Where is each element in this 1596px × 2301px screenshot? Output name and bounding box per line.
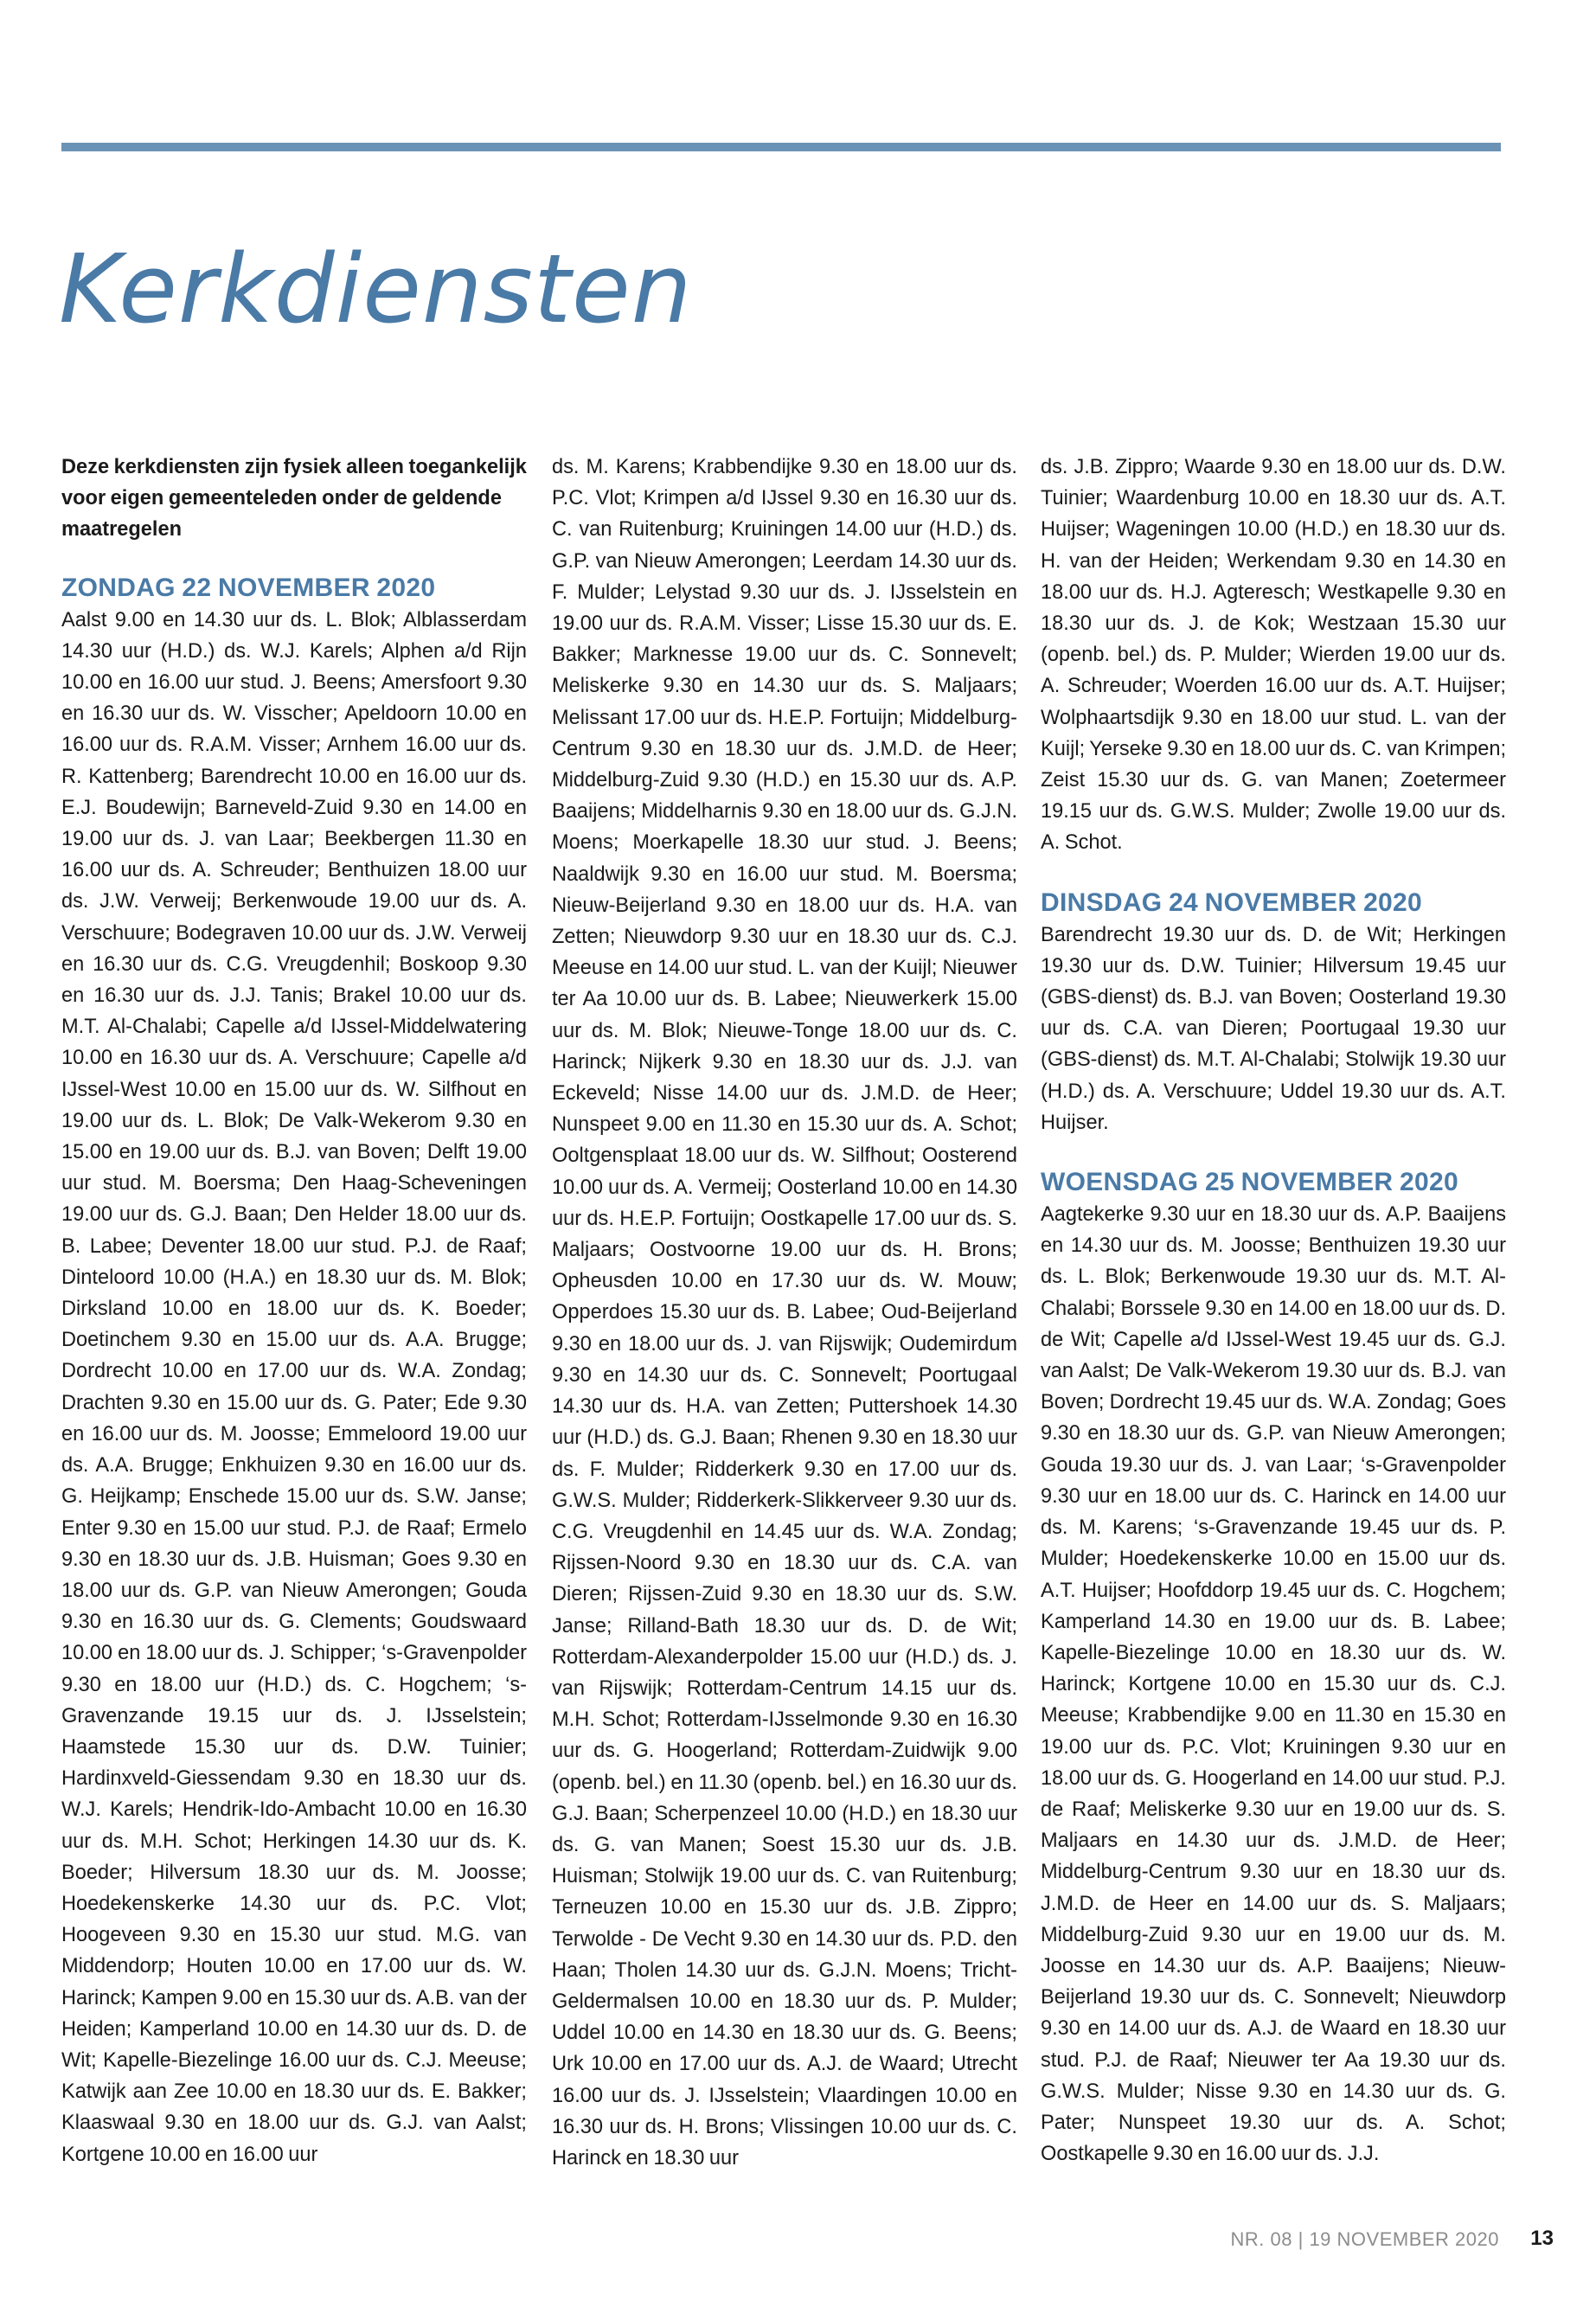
page-number: 13 bbox=[1530, 2227, 1554, 2250]
issue-info: NR. 08 | 19 NOVEMBER 2020 bbox=[1230, 2228, 1499, 2250]
top-rule bbox=[61, 143, 1501, 151]
page-title: Kerkdiensten bbox=[59, 234, 693, 344]
service-listing: ds. M. Karens; Krabbendijke 9.30 en 18.00 uur ds. P.C. Vlot; Krimpen a/d IJssel 9.30 en 16.30 uur ds. C. van Ruitenburg; Kruiningen 14.00 uur (H.D.) ds. G.P. van Nieuw Amerongen; Leerdam 14.30 uur ds. F. Mulder; Lelystad 9.30 uur ds. J. IJsselstein en 19.00 uur ds. R.A.M. Visser; Lisse 15.30 uur ds. E. Bakker; Marknesse 19.00 uur ds. C. Sonnevelt; Meliskerke 9.30 en 14.30 uur ds. S. Maljaars; Melissant 17.00 uur ds. H.E.P. Fortuijn; Middelburg-Centrum 9.30 en 18.30 uur ds. J.M.D. de Heer; Middelburg-Zuid 9.30 (H.D.) en 15.30 uur ds. A.P. Baaijens; Middelharnis 9.30 en 18.00 uur ds. G.J.N. Moens; Moerkapelle 18.30 uur stud. J. Beens; Naaldwijk 9.30 en 16.00 uur stud. M. Boersma; Nieuw-Beijerland 9.30 en 18.00 uur ds. H.A. van Zetten; Nieuwdorp 9.30 uur en 18.30 uur ds. C.J. Meeuse en 14.00 uur stud. L. van der Kuijl; Nieuwer ter Aa 10.00 uur ds. B. Labee; Nieuwerkerk 15.00 uur ds. M. Blok; Nieuwe-Tonge 18.00 uur ds. C. Harinck; Nijkerk 9.30 en 18.30 uur ds. J.J. van Eckeveld; Nisse 14.00 uur ds. J.M.D. de Heer; Nunspeet 9.00 en 11.30 en 15.30 uur ds. A. Schot; Ooltgensplaat 18.00 uur ds. W. Silfhout; Oosterend 10.00 uur ds. A. Vermeij; Oosterland 10.00 en 14.30 uur ds. H.E.P. Fortuijn; Oostkapelle 17.00 uur ds. S. Maljaars; Oostvoorne 19.00 uur ds. H. Brons; Opheusden 10.00 en 17.30 uur ds. W. Mouw; Opperdoes 15.30 uur ds. B. Labee; Oud-Beijerland 9.30 en 18.00 uur ds. J. van Rijswijk; Oudemirdum 9.30 en 14.30 uur ds. C. Sonnevelt; Poortugaal 14.30 uur ds. H.A. van Zetten; Puttershoek 14.30 uur (H.D.) ds. G.J. Baan; Rhenen 9.30 en 18.30 uur ds. F. Mulder; Ridderkerk 9.30 en 17.00 uur ds. G.W.S. Mulder; Ridderkerk-Slikkerveer 9.30 uur ds. C.G. Vreugdenhil en 14.45 uur ds. W.A. Zondag; Rijssen-Noord 9.30 en 18.30 uur ds. C.A. van Dieren; Rijssen-Zuid 9.30 en 18.30 uur ds. S.W. Janse; Rilland-Bath 18.30 uur ds. D. de Wit; Rotterdam-Alexanderpolder 15.00 uur (H.D.) ds. J. van Rijswijk; Rotterdam-Centrum 14.15 uur ds. M.H. Schot; Rotterdam-IJsselmonde 9.30 en 16.30 uur ds. G. Hoogerland; Rotterdam-Zuidwijk 9.00 (openb. bel.) en 11.30 (openb. bel.) en 16.30 uur ds. G.J. Baan; Scherpenzeel 10.00 (H.D.) en 18.30 uur ds. G. van Manen; Soest 15.30 uur ds. J.B. Huisman; Stolwijk 19.00 uur ds. C. van Ruitenburg; Terneuzen 10.00 en 15.30 uur ds. J.B. Zippro; Terwolde - De Vecht 9.30 en 14.30 uur ds. P.D. den Haan; Tholen 14.30 uur ds. G.J.N. Moens; Tricht-Geldermalsen 10.00 en 18.30 uur ds. P. Mulder; Uddel 10.00 en 14.30 en 18.30 uur ds. G. Beens; Urk 10.00 en 17.00 uur ds. A.J. de Waard; Utrecht 16.00 uur ds. J. IJsselstein; Vlaardingen 10.00 en 16.30 uur ds. H. Brons; Vlissingen 10.00 uur ds. C. Harinck en 18.30 uur bbox=[552, 456, 1017, 2170]
service-listing: Barendrecht 19.30 uur ds. D. de Wit; Herkingen 19.30 uur ds. D.W. Tuinier; Hilversum 19.45 uur (GBS-dienst) ds. B.J. van Boven; Oosterland 19.30 uur ds. C.A. van Dieren; Poortugaal 19.30 uur (GBS-dienst) ds. M.T. Al-Chalabi; Stolwijk 19.30 uur (H.D.) ds. A. Verschuure; Uddel 19.30 uur ds. A.T. Huijser. bbox=[1041, 923, 1506, 1134]
service-listing: Aalst 9.00 en 14.30 uur ds. L. Blok; Alblasserdam 14.30 uur (H.D.) ds. W.J. Karels; Alphen a/d Rijn 10.00 en 16.00 uur stud. J. Beens; Amersfoort 9.30 en 16.30 uur ds. W. Visscher; Apeldoorn 10.00 en 16.00 uur ds. R.A.M. Visser; Arnhem 16.00 uur ds. R. Kattenberg; Barendrecht 10.00 en 16.00 uur ds. E.J. Boudewijn; Barneveld-Zuid 9.30 en 14.00 en 19.00 uur ds. J. van Laar; Beekbergen 11.30 en 16.00 uur ds. A. Schreuder; Benthuizen 18.00 uur ds. J.W. Verweij; Berkenwoude 19.00 uur ds. A. Verschuure; Bodegraven 10.00 uur ds. J.W. Verweij en 16.30 uur ds. C.G. Vreugdenhil; Boskoop 9.30 en 16.30 uur ds. J.J. Tanis; Brakel 10.00 uur ds. M.T. Al-Chalabi; Capelle a/d IJssel-Middelwatering 10.00 en 16.30 uur ds. A. Verschuure; Capelle a/d IJssel-West 10.00 en 15.00 uur ds. W. Silfhout en 19.00 uur ds. L. Blok; De Valk-Wekerom 9.30 en 15.00 en 19.00 uur ds. B.J. van Boven; Delft 19.00 uur stud. M. Boersma; Den Haag-Scheveningen 19.00 uur ds. G.J. Baan; Den Helder 18.00 uur ds. B. Labee; Deventer 18.00 uur stud. P.J. de Raaf; Dinteloord 10.00 (H.A.) en 18.30 uur ds. M. Blok; Dirksland 10.00 en 18.00 uur ds. K. Boeder; Doetinchem 9.30 en 15.00 uur ds. A.A. Brugge; Dordrecht 10.00 en 17.00 uur ds. W.A. Zondag; Drachten 9.30 en 15.00 uur ds. G. Pater; Ede 9.30 en 16.00 uur ds. M. Joosse; Emmeloord 19.00 uur ds. A.A. Brugge; Enkhuizen 9.30 en 16.00 uur ds. G. Heijkamp; Enschede 15.00 uur ds. S.W. Janse; Enter 9.30 en 15.00 uur stud. P.J. de Raaf; Ermelo 9.30 en 18.30 uur ds. J.B. Huisman; Goes 9.30 en 18.00 uur ds. G.P. van Nieuw Amerongen; Gouda 9.30 en 16.30 uur ds. G. Clements; Goudswaard 10.00 en 18.00 uur ds. J. Schipper; ‘s-Gravenpolder 9.30 en 18.00 uur (H.D.) ds. C. Hogchem; ‘s-Gravenzande 19.15 uur ds. J. IJsselstein; Haamstede 15.30 uur ds. D.W. Tuinier; Hardinxveld-Giessendam 9.30 en 18.30 uur ds. W.J. Karels; Hendrik-Ido-Ambacht 10.00 en 16.30 uur ds. M.H. Schot; Herkingen 14.30 uur ds. K. Boeder; Hilversum 18.30 uur ds. M. Joosse; Hoedekenskerke 14.30 uur ds. P.C. Vlot; Hoogeveen 9.30 en 15.30 uur stud. M.G. van Middendorp; Houten 10.00 en 17.00 uur ds. W. Harinck; Kampen 9.00 en 15.30 uur ds. A.B. van der Heiden; Kamperland 10.00 en 14.30 uur ds. D. de Wit; Kapelle-Biezelinge 16.00 uur ds. C.J. Meeuse; Katwijk aan Zee 10.00 en 18.30 uur ds. E. Bakker; Klaaswaal 9.30 en 18.00 uur ds. G.J. van Aalst; Kortgene 10.00 en 16.00 uur bbox=[61, 608, 527, 2166]
column-3 bbox=[1041, 452, 1506, 2170]
day-heading-tuesday: DINSDAG 24 NOVEMBER 2020 bbox=[1041, 888, 1423, 917]
column-2 bbox=[552, 452, 1017, 2174]
intro-text: Deze kerkdiensten zijn fysiek alleen toegankelijk voor eigen gemeenteleden onder de geldende maatregelen bbox=[61, 456, 527, 542]
service-listing: Aagtekerke 9.30 uur en 18.30 uur ds. A.P. Baaijens en 14.30 uur ds. M. Joosse; Benthuizen 19.30 uur ds. L. Blok; Berkenwoude 19.30 uur ds. M.T. Al-Chalabi; Borssele 9.30 en 14.00 en 18.00 uur ds. D. de Wit; Capelle a/d IJssel-West 19.45 uur ds. G.J. van Aalst; De Valk-Wekerom 19.30 uur ds. B.J. van Boven; Dordrecht 19.45 uur ds. W.A. Zondag; Goes 9.30 en 18.30 uur ds. G.P. van Nieuw Amerongen; Gouda 19.30 uur ds. J. van Laar; ‘s-Gravenpolder 9.30 uur en 18.00 uur ds. C. Harinck en 14.00 uur ds. M. Karens; ‘s-Gravenzande 19.45 uur ds. P. Mulder; Hoedekenskerke 10.00 en 15.00 uur ds. A.T. Huijser; Hoofddorp 19.45 uur ds. C. Hogchem; Kamperland 14.30 en 19.00 uur ds. B. Labee; Kapelle-Biezelinge 10.00 en 18.30 uur ds. W. Harinck; Kortgene 10.00 en 15.30 uur ds. C.J. Meeuse; Krabbendijke 9.00 en 11.30 en 15.30 en 19.00 uur ds. P.C. Vlot; Kruiningen 9.30 uur en 18.00 uur ds. G. Hoogerland en 14.00 uur stud. P.J. de Raaf; Meliskerke 9.30 uur en 19.00 uur ds. S. Maljaars en 14.30 uur ds. J.M.D. de Heer; Middelburg-Centrum 9.30 uur en 18.30 uur ds. J.M.D. de Heer en 14.00 uur ds. S. Maljaars; Middelburg-Zuid 9.30 uur en 19.00 uur ds. M. Joosse en 14.30 uur ds. A.P. Baaijens; Nieuw-Beijerland 19.30 uur ds. C. Sonnevelt; Nieuwdorp 9.30 en 14.00 uur ds. A.J. de Waard en 18.30 uur stud. P.J. de Raaf; Nieuwer ter Aa 19.30 uur ds. G.W.S. Mulder; Nisse 9.30 en 14.30 uur ds. G. Pater; Nunspeet 19.30 uur ds. A. Schot; Oostkapelle 9.30 en 16.00 uur ds. J.J. bbox=[1041, 1203, 1506, 2166]
day-heading-wednesday: WOENSDAG 25 NOVEMBER 2020 bbox=[1041, 1168, 1458, 1197]
column-1 bbox=[61, 452, 527, 2170]
day-heading-sunday: ZONDAG 22 NOVEMBER 2020 bbox=[61, 573, 436, 602]
service-listing: ds. J.B. Zippro; Waarde 9.30 en 18.00 uur ds. D.W. Tuinier; Waardenburg 10.00 en 18.30 uur ds. A.T. Huijser; Wageningen 10.00 (H.D.) en 18.30 uur ds. H. van der Heiden; Werkendam 9.30 en 14.30 en 18.00 uur ds. H.J. Agteresch; Westkapelle 9.30 en 18.30 uur ds. J. de Kok; Westzaan 15.30 uur (openb. bel.) ds. P. Mulder; Wierden 19.00 uur ds. A. Schreuder; Woerden 16.00 uur ds. A.T. Huijser; Wolphaartsdijk 9.30 en 18.00 uur stud. L. van der Kuijl; Yerseke 9.30 en 18.00 uur ds. C. van Krimpen; Zeist 15.30 uur ds. G. van Manen; Zoetermeer 19.15 uur ds. G.W.S. Mulder; Zwolle 19.00 uur ds. A. Schot. bbox=[1041, 456, 1506, 855]
